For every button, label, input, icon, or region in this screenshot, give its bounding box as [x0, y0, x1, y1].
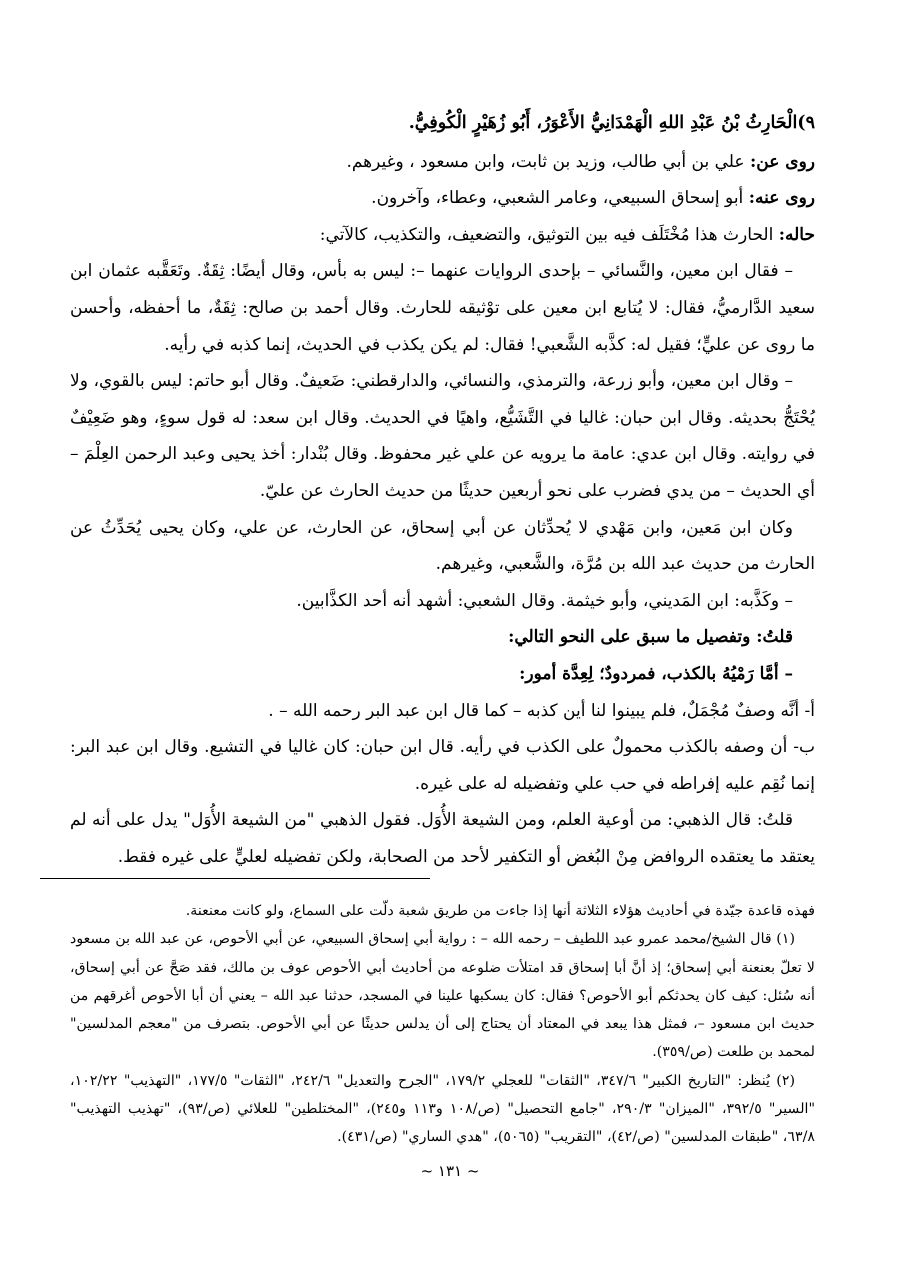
point-ba: ب- أن وصفه بالكذب محمولٌ على الكذب في رأيه. قال ابن حبان: كان غاليا في التشيع. وقال ابن عبد البر: إنما نُقِم عليه إفراطه في حب علي وتفضيله له على غيره. — [70, 737, 815, 794]
rawa-anhu-label: روى عنه: — [748, 188, 815, 209]
haluhu-line — [70, 217, 815, 254]
rawa-an-line — [70, 144, 815, 181]
footnote-2: (٢) يُنظر: "التاريخ الكبير" ٣٤٧/٦، "الثقات" للعجلي ١٧٩/٢، "الجرح والتعديل" ٢٤٢/٦، "الثقات" ١٧٧/٥، "التهذيب" ١٠٢/٢٢، "السير" ٣٩٢/٥، "الميزان" ٢٩٠/٣، "جامع التحصيل" (ص/١٠٨ و١١٣ و٢٤٥)، "المختلطين" للعلائي (ص/٩٣)، "تهذيب التهذيب" ٦٣/٨، "طبقات المدلسين" (ص/٤٢)، "التقريب" (٥٠٦٥)، "هدي الساري" (ص/٤٣١). — [70, 1072, 815, 1146]
paragraph-takdhib: – وكَذَّبه: ابن المَديني، وأبو خيثمة. وقال الشعبي: أشهد أنه أحد الكذَّابين. — [296, 590, 793, 611]
paragraph-tawthiq: – فقال ابن معين، والنَّسائي – بإحدى الروايات عنهما –: ليس به بأس، وقال أيضًا: ثِقَةٌ. وتَعَقَّبه عثمان ابن سعيد الدَّارميُّ، فقال: لا يُتابع ابن معين على توْثيقه للحارث. وقال أحمد بن صالح: ثِقَةٌ، ما أحفظه، وأحسن ما روى عن عليٍّ؛ فقيل له: كذَّبه الشَّعبي! فقال: لم يكن يكذب في الحديث، إنما كذبه في رأيه. — [70, 261, 815, 355]
rawa-anhu-line — [70, 180, 815, 217]
haluhu-label: حاله: — [778, 224, 815, 245]
page-number: ~ ١٣١ ~ — [420, 1162, 480, 1180]
qultu-final: قلتُ: قال الذهبي: من أوعية العلم، ومن الشيعة الأُوَل. فقول الذهبي "من الشيعة الأُوَل" يدل على أنه لم يعتقد ما يعتقده الروافض مِنْ البُغض أو التكفير لأحد من الصحابة، ولكن تفضيله لعليٍّ على غيره فقط. — [70, 810, 815, 867]
qultu-heading: قلتُ: وتفصيل ما سبق على النحو التالي: — [508, 627, 793, 648]
footnote-separator — [40, 878, 430, 879]
paragraph-ibn-main: وكان ابن مَعين، وابن مَهْدي لا يُحدِّثان عن أبي إسحاق، عن الحارث، عن علي، وكان يحيى يُحَدِّثُ عن الحارث من حديث عبد الله بن مُرَّة، والشَّعبي، وغيرهم. — [70, 517, 815, 575]
haluhu-text: الحارث هذا مُخْتَلَف فيه بين التوثيق، والتضعيف، والتكذيب، كالآتي: — [319, 224, 779, 245]
amma-heading: – أمَّا رَمْيُهُ بالكذب، فمردودٌ؛ لِعِدَّة أمور: — [519, 663, 793, 684]
point-alif: أ- أنَّه وصفٌ مُجْمَلٌ، فلم يبينوا لنا أين كذبه – كما قال ابن عبد البر رحمه الله – . — [268, 700, 815, 721]
rawa-an-label: روى عن: — [749, 151, 815, 172]
narrator-title: ٩)الْحَارِثُ بْنُ عَبْدِ اللهِ الْهَمْدَانِيُّ الأَعْوَرُ، أَبُو زُهَيْرٍ الْكُوفِيُّ. — [408, 113, 815, 133]
footnote-continuation: فهذه قاعدة جيّدة في أحاديث هؤلاء الثلاثة أنها إذا جاءت من طريق شعبة دلّت على السماع، ولو كانت معنعنة. — [185, 903, 815, 919]
rawa-anhu-text: أبو إسحاق السبيعي، وعامر الشعبي، وعطاء، وآخرون. — [371, 188, 749, 209]
main-text — [70, 105, 815, 875]
paragraph-tadif: – وقال ابن معين، وأبو زرعة، والترمذي، والنسائي، والدارقطني: ضَعيفٌ. وقال أبو حاتم: ليس بالقوي، ولا يُحْتَجُّ بحديثه. وقال ابن حبان: غاليا في التَّشَيُّع، واهيًا في الحديث. وقال ابن سعد: له قول سوءٍ، وهو ضَعِيْفٌ في روايته. وقال ابن عدي: عامة ما يرويه عن علي غير محفوظ. وقال بُنْدار: أخذ يحيى وعبد الرحمن العِلْمَ – أي الحديث – من يدي فضرب على نحو أربعين حديثًا من حديث الحارث عن عليّ. — [70, 371, 815, 501]
footnotes — [70, 897, 815, 1152]
rawa-an-text: علي بن أبي طالب، وزيد بن ثابت، وابن مسعود ، وغيرهم. — [346, 151, 750, 172]
footnote-1: (١) قال الشيخ/محمد عمرو عبد اللطيف – رحمه الله – : رواية أبي إسحاق السبيعي، عن أبي الأحوص، عن عبد الله بن مسعود لا تعلّ بعنعنة أبي إسحاق؛ إذ أنَّ أبا إسحاق قد امتلأت ضلوعه من أحاديث أبي الأحوص عوف بن مالك، فقد صَحَّ عن أبي إسحاق، أنه سُئل: كيف كان يحدثكم أبو الأحوص؟ فقال: كان يسكبها علينا في المسجد، حدثنا عبد الله – يعني أن أبا الأحوص أغرقهم من حديث ابن مسعود –، فمثل هذا يبعد في المعتاد أن يحتاج إلى أن يدلس حديثًا عن أبي الأحوص. بتصرف من "معجم المدلسين" لمحمد بن طلعت (ص/٣٥٩). — [70, 931, 815, 1061]
